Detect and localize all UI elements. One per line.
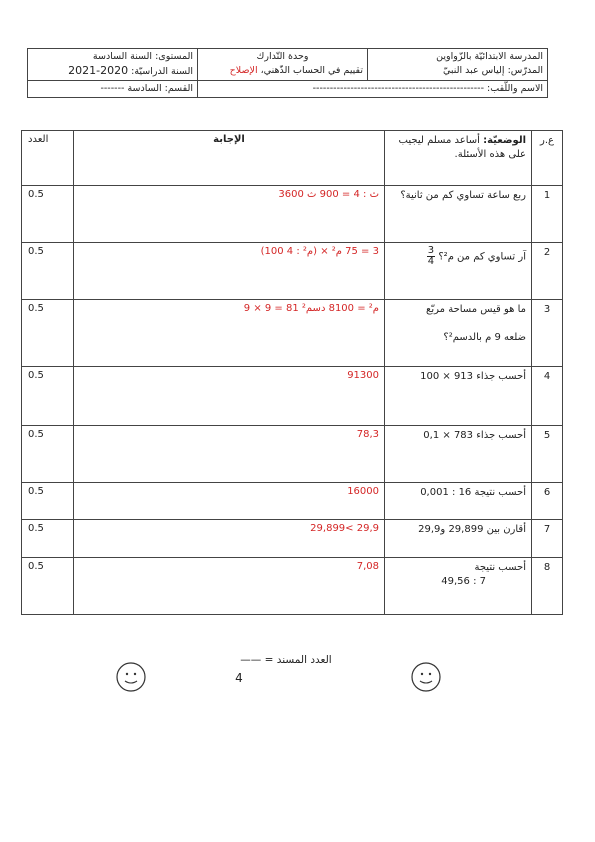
header-school-cell [368,49,548,81]
row-answer [74,426,385,483]
unit-title: وحدة التّدارك [256,51,309,62]
question-text: أحسب نتيجة [474,562,526,573]
fraction-numerator: 3 [427,245,435,256]
correction-label: الإصلاح [229,65,258,76]
answer-text: 7,08 [356,561,379,572]
teacher-name: المدرّس: إلياس عبد النبيّ [442,65,543,76]
total-score-denominator: 4 [235,671,243,685]
row-number: 5 [532,426,563,483]
row-score: 0.5 [22,243,74,300]
question-text-line2: ضلعه 9 م بالدسم²؟ [443,332,526,343]
row-answer [74,367,385,426]
school-year-line [32,64,193,79]
row-question: ربع ساعة تساوي كم من ثانية؟ [385,186,532,243]
questions-table [21,130,563,615]
row-answer [74,243,385,300]
row-question: أقارن بين 29,899 و29,9 [385,520,532,558]
row-score: 0.5 [22,300,74,367]
situation-label: الوضعيّة: [483,135,526,146]
name-cell [198,81,548,98]
row-number: 3 [532,300,563,367]
row-question [385,243,532,300]
school-name: المدرسة الابتدائيّة بالزّواوين [436,51,543,62]
table-row [22,243,563,300]
row-score: 0.5 [22,367,74,426]
fraction-denominator: 4 [427,256,435,267]
school-year: 2020-2021 [68,64,129,77]
answer-text: (100 م² : 4) × 3 = 75 م² [260,246,379,257]
row-question: أحسب جذاء 783 × 0,1 [385,426,532,483]
answer-text: 16000 [347,486,379,497]
assessment-line [202,64,363,78]
row-answer [74,483,385,520]
answer-text: 29,899< 29,9 [310,523,379,534]
table-row [22,426,563,483]
row-number: 1 [532,186,563,243]
row-number: 4 [532,367,563,426]
situation-header [385,131,532,186]
header-level-cell [28,49,198,81]
header-table [27,48,548,98]
table-row [22,367,563,426]
row-answer [74,520,385,558]
table-row [22,300,563,367]
name-field [202,82,543,96]
question-text: ما هو قيس مساحة مربّع [426,304,526,315]
table-row [22,186,563,243]
class-field: القسم: السادسة ------- [100,83,193,94]
name-label: الاسم واللّقب: [484,83,543,94]
fraction [427,246,435,267]
class-cell [28,81,198,98]
row-score: 0.5 [22,186,74,243]
row-score: 0.5 [22,520,74,558]
answer-text: 3600 ث : 4 = 900 ث [278,189,379,200]
smiley-face-icon [116,662,146,692]
answer-text: 78,3 [356,429,379,440]
answer-column-header: الإجابة [74,131,385,186]
row-number: 6 [532,483,563,520]
score-column-header: العدد [22,131,74,186]
table-row [22,558,563,615]
assessment-title: تقييم في الحساب الذّهني، [257,65,363,76]
row-answer [74,300,385,367]
row-number: 7 [532,520,563,558]
row-score: 0.5 [22,558,74,615]
row-number: 2 [532,243,563,300]
school-year-label: السنة الدراسيّة: [128,66,193,77]
row-question [385,300,532,367]
table-header-row [22,131,563,186]
row-question: أحسب نتيجة 16 : 0,001 [385,483,532,520]
smiley-face-icon [411,662,441,692]
table-row [22,483,563,520]
total-score-label: العدد المسند = —— [240,654,332,666]
answer-text: 91300 [347,370,379,381]
row-answer [74,558,385,615]
row-score: 0.5 [22,426,74,483]
row-score: 0.5 [22,483,74,520]
level-text: المستوى: السنة السادسة [92,51,193,62]
header-unit-cell [198,49,368,81]
row-answer [74,186,385,243]
name-dashes: -------------------------------------------------- [312,83,485,94]
row-question: أحسب جذاء 913 × 100 [385,367,532,426]
question-text-line2: 49,56 : 7 [441,576,486,587]
situation-text: أساعد مسلم ليجيب على هذه الأسئلة. [398,135,526,160]
row-question [385,558,532,615]
row-number: 8 [532,558,563,615]
question-text: آر تساوي كم من م²؟ [438,251,526,263]
answer-text: 9 × 9 = 81 م² = 8100 دسم² [243,303,379,314]
number-column-header: ع.ر [532,131,563,186]
table-row [22,520,563,558]
